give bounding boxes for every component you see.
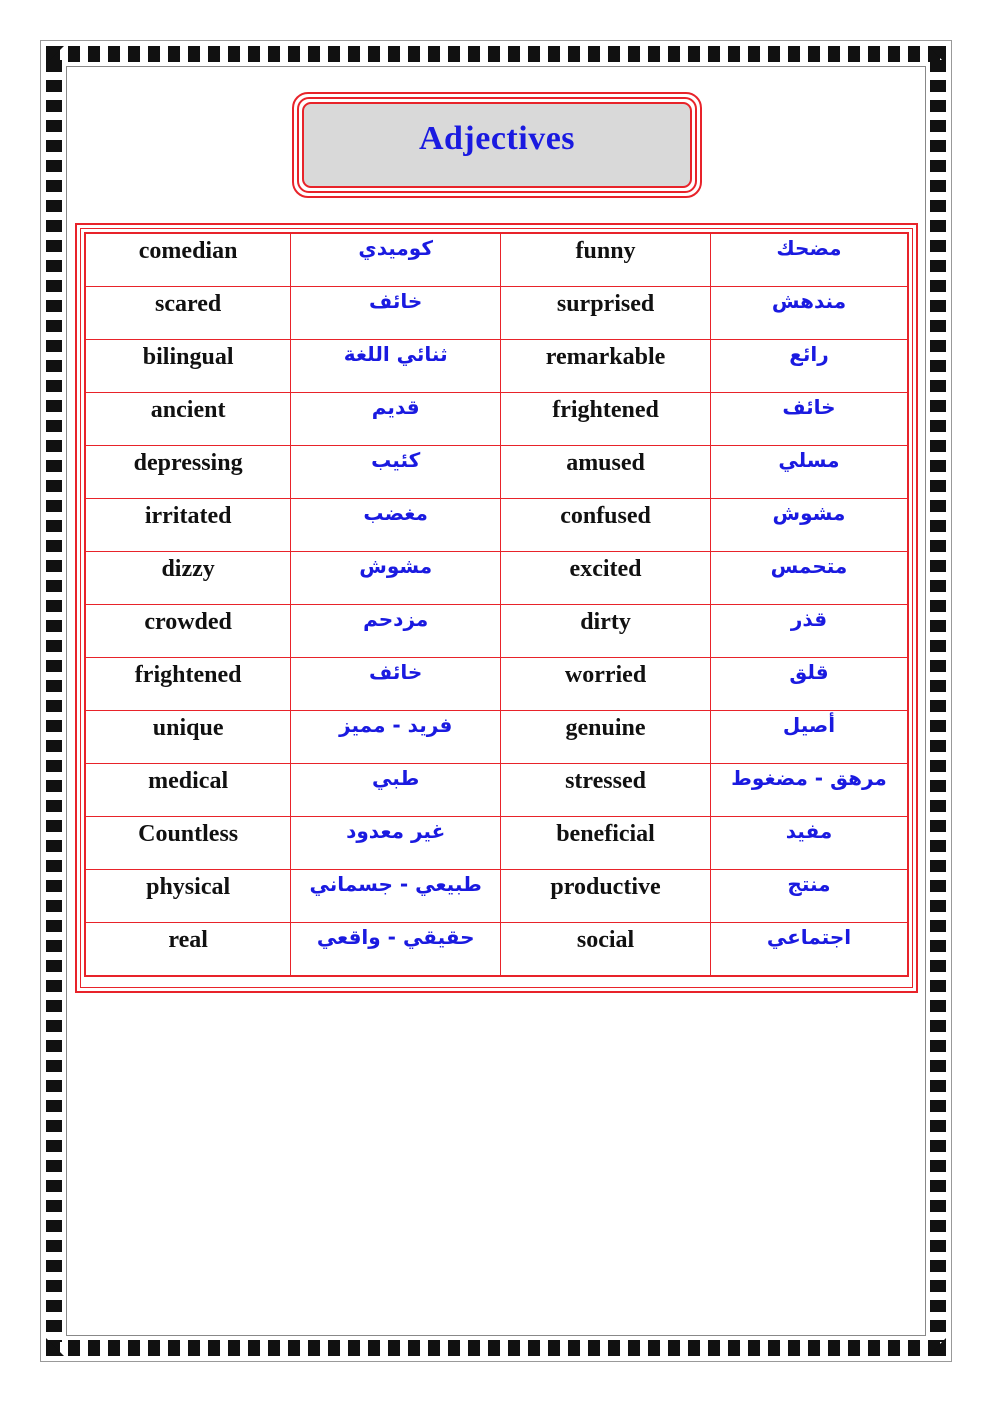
table-row	[85, 552, 908, 605]
arabic-translation: طبيعي - جسماني	[309, 872, 482, 896]
english-cell	[501, 287, 711, 340]
arabic-cell	[291, 287, 501, 340]
english-word: physical	[146, 874, 231, 900]
table-row	[85, 870, 908, 923]
arabic-cell	[710, 499, 908, 552]
arabic-translation: مغضب	[363, 501, 428, 525]
table-row	[85, 393, 908, 446]
english-cell	[85, 870, 291, 923]
arabic-translation: مشوش	[772, 501, 846, 525]
arabic-cell	[710, 287, 908, 340]
table-row	[85, 764, 908, 817]
english-word: unique	[152, 715, 224, 741]
arabic-translation: كئيب	[371, 448, 421, 472]
vocab-table-frame-inner	[80, 228, 913, 988]
vocab-table-frame	[75, 223, 918, 993]
english-cell	[501, 764, 711, 817]
english-word: depressing	[133, 450, 243, 476]
title-box-inner	[297, 97, 697, 193]
english-word: excited	[569, 556, 642, 582]
english-word: genuine	[565, 715, 646, 741]
arabic-cell	[710, 658, 908, 711]
arabic-cell	[710, 393, 908, 446]
border-corner-bottom-left	[46, 1338, 64, 1356]
english-cell	[501, 393, 711, 446]
table-row	[85, 233, 908, 287]
border-corner-top-left	[46, 46, 64, 64]
arabic-cell	[710, 233, 908, 287]
english-cell	[501, 605, 711, 658]
table-row	[85, 711, 908, 764]
english-word: ancient	[150, 397, 226, 423]
arabic-cell	[291, 658, 501, 711]
english-word: confused	[560, 503, 651, 529]
arabic-translation: اجتماعي	[766, 925, 852, 949]
arabic-translation: خائف	[782, 395, 836, 419]
arabic-cell	[710, 340, 908, 393]
english-cell	[501, 340, 711, 393]
arabic-translation: قذر	[790, 607, 828, 631]
english-cell	[501, 446, 711, 499]
arabic-translation: مندهش	[771, 289, 847, 313]
arabic-translation: غير معدود	[346, 819, 446, 843]
english-cell	[85, 552, 291, 605]
english-word: crowded	[144, 609, 232, 635]
arabic-translation: منتج	[787, 872, 831, 896]
arabic-cell	[291, 340, 501, 393]
english-word: stressed	[565, 768, 646, 794]
arabic-cell	[291, 711, 501, 764]
arabic-cell	[710, 552, 908, 605]
english-cell	[501, 552, 711, 605]
english-word: scared	[155, 291, 222, 317]
english-cell	[85, 923, 291, 977]
border-dashes-left	[46, 60, 62, 1342]
english-word: comedian	[138, 238, 238, 264]
english-cell	[501, 711, 711, 764]
table-row	[85, 605, 908, 658]
arabic-translation: ثنائي اللغة	[343, 342, 448, 366]
english-cell	[501, 658, 711, 711]
arabic-translation: قلق	[789, 660, 829, 684]
arabic-cell	[291, 446, 501, 499]
arabic-translation: متحمس	[770, 554, 848, 578]
arabic-cell	[291, 552, 501, 605]
english-word: real	[168, 927, 208, 953]
english-cell	[501, 817, 711, 870]
title-box-core	[302, 102, 692, 188]
page-title: Adjectives	[418, 120, 576, 157]
english-cell	[85, 340, 291, 393]
english-cell	[85, 658, 291, 711]
arabic-cell	[710, 711, 908, 764]
table-row	[85, 658, 908, 711]
arabic-cell	[291, 764, 501, 817]
arabic-cell	[710, 923, 908, 977]
arabic-translation: مفيد	[785, 819, 833, 843]
english-word: frightened	[134, 662, 242, 688]
arabic-cell	[291, 923, 501, 977]
arabic-cell	[291, 817, 501, 870]
title-box	[292, 92, 702, 198]
arabic-translation: خائف	[369, 660, 423, 684]
english-cell	[501, 870, 711, 923]
arabic-translation: مضحك	[776, 236, 842, 260]
english-word: bilingual	[142, 344, 234, 370]
english-cell	[501, 499, 711, 552]
english-cell	[85, 287, 291, 340]
english-word: medical	[148, 768, 229, 794]
english-word: irritated	[144, 503, 232, 529]
arabic-translation: كوميدي	[358, 236, 433, 260]
table-row	[85, 499, 908, 552]
arabic-translation: مشوش	[359, 554, 433, 578]
english-cell	[501, 233, 711, 287]
arabic-cell	[710, 817, 908, 870]
english-word: productive	[550, 874, 661, 900]
table-row	[85, 287, 908, 340]
vocab-table-body	[85, 233, 908, 976]
english-word: worried	[564, 662, 647, 688]
arabic-cell	[710, 446, 908, 499]
border-dashes-right	[930, 60, 946, 1342]
arabic-cell	[291, 605, 501, 658]
table-row	[85, 817, 908, 870]
english-cell	[85, 605, 291, 658]
arabic-cell	[291, 499, 501, 552]
english-word: Countless	[138, 821, 239, 847]
arabic-translation: مسلي	[778, 448, 840, 472]
arabic-translation: طبي	[372, 766, 420, 790]
english-word: dirty	[580, 609, 631, 635]
arabic-cell	[291, 233, 501, 287]
english-word: frightened	[552, 397, 659, 423]
english-word: surprised	[556, 291, 655, 317]
table-row	[85, 923, 908, 977]
arabic-translation: مرهق - مضغوط	[731, 766, 887, 790]
arabic-translation: أصيل	[782, 713, 836, 737]
english-cell	[85, 764, 291, 817]
english-cell	[85, 393, 291, 446]
arabic-translation: رائع	[789, 342, 829, 366]
english-cell	[85, 499, 291, 552]
arabic-cell	[291, 870, 501, 923]
english-word: beneficial	[556, 821, 655, 847]
border-corner-bottom-right	[928, 1338, 946, 1356]
english-cell	[85, 711, 291, 764]
arabic-translation: حقيقي - واقعي	[316, 925, 475, 949]
arabic-translation: قديم	[371, 395, 420, 419]
english-cell	[501, 923, 711, 977]
arabic-translation: خائف	[369, 289, 423, 313]
border-dashes-top	[48, 46, 944, 62]
arabic-cell	[710, 605, 908, 658]
table-row	[85, 446, 908, 499]
english-word: dizzy	[161, 556, 215, 582]
arabic-cell	[710, 870, 908, 923]
english-cell	[85, 446, 291, 499]
english-word: amused	[566, 450, 645, 476]
border-dashes-bottom	[48, 1340, 944, 1356]
english-word: social	[576, 927, 635, 953]
english-word: remarkable	[545, 344, 666, 370]
arabic-translation: مزدحم	[363, 607, 429, 631]
english-cell	[85, 817, 291, 870]
arabic-translation: فريد - مميز	[339, 713, 453, 737]
border-corner-top-right	[928, 46, 946, 64]
table-row	[85, 340, 908, 393]
english-cell	[85, 233, 291, 287]
arabic-cell	[710, 764, 908, 817]
arabic-cell	[291, 393, 501, 446]
vocab-table	[84, 232, 909, 977]
english-word: funny	[575, 238, 636, 264]
